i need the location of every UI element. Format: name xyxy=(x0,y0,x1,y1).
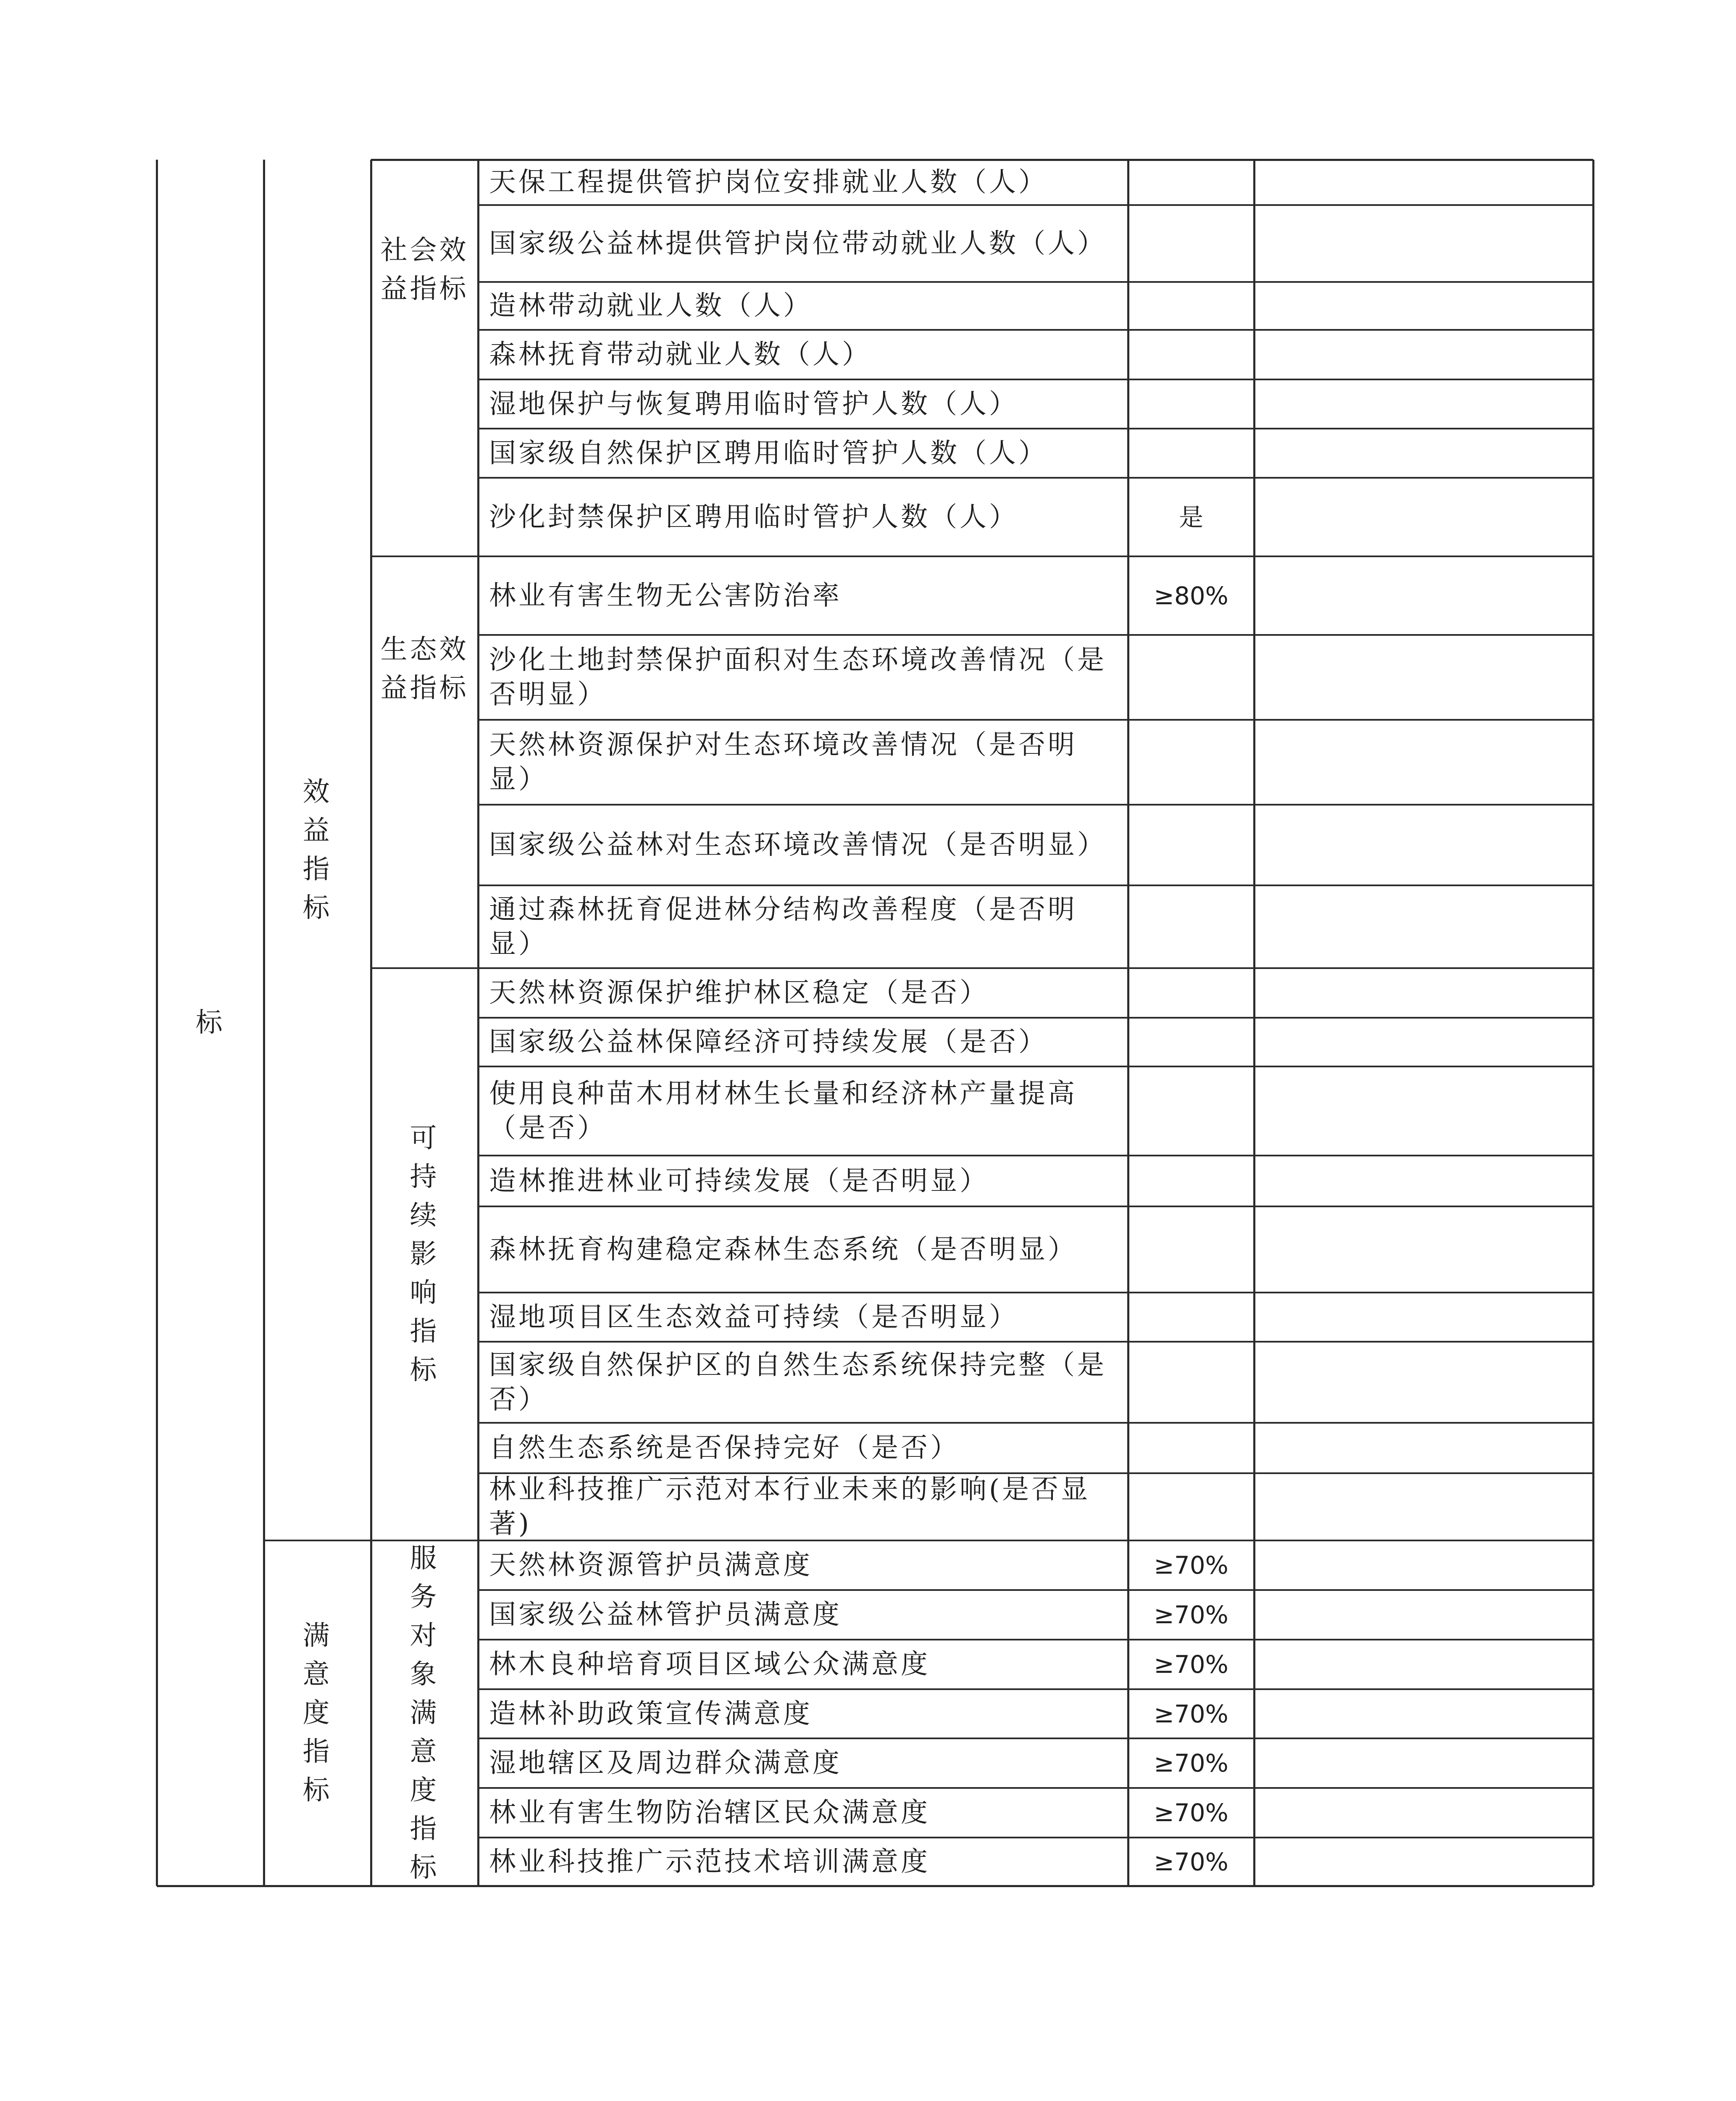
indicator-name: 通过森林抚育促进林分结构改善程度（是否明显） xyxy=(489,894,1077,960)
indicator-name: 国家级公益林保障经济可持续发展（是否） xyxy=(489,1027,1048,1058)
column-border-6 xyxy=(1592,160,1594,1886)
indicator-value xyxy=(1128,805,1254,885)
indicator-name: 使用良种苗木用材林生长量和经济林产量提高（是否） xyxy=(489,1078,1077,1144)
indicator-name: 国家级自然保护区聘用临时管护人数（人） xyxy=(489,437,1048,469)
row-divider xyxy=(478,204,1593,206)
indicator-value: ≥70% xyxy=(1154,1798,1228,1827)
row-divider xyxy=(478,1155,1593,1156)
indicator-remark xyxy=(1254,205,1593,282)
indicator-remark xyxy=(1254,1342,1593,1423)
row-divider xyxy=(478,1422,1593,1424)
column-border-5 xyxy=(1253,160,1255,1886)
indicator-name: 林业有害生物无公害防治率 xyxy=(489,580,842,611)
table-top-border xyxy=(371,159,1593,161)
indicator-value xyxy=(1128,1066,1254,1156)
indicator-remark xyxy=(1254,282,1593,330)
row-divider xyxy=(478,1017,1593,1019)
indicator-value xyxy=(1128,1473,1254,1540)
indicator-remark xyxy=(1254,805,1593,885)
indicator-name: 国家级公益林管护员满意度 xyxy=(489,1599,842,1630)
row-divider xyxy=(478,1341,1593,1343)
indicator-remark xyxy=(1254,1293,1593,1342)
category-label: 满 意 度 指 标 xyxy=(302,1620,332,1806)
category-label: 效 益 指 标 xyxy=(302,777,332,924)
row-divider xyxy=(478,1639,1593,1640)
indicator-value xyxy=(1128,1293,1254,1342)
indicator-remark xyxy=(1254,1788,1593,1838)
column-border-4 xyxy=(1127,160,1129,1886)
indicator-remark xyxy=(1254,1689,1593,1738)
row-divider xyxy=(478,428,1593,429)
indicator-value xyxy=(1128,1342,1254,1423)
row-divider xyxy=(478,1292,1593,1293)
indicator-value xyxy=(1128,160,1254,205)
indicator-remark xyxy=(1254,379,1593,429)
indicator-name: 造林带动就业人数（人） xyxy=(489,290,813,321)
row-divider xyxy=(478,804,1593,806)
indicator-name: 国家级公益林对生态环境改善情况（是否明显） xyxy=(489,829,1107,861)
row-divider xyxy=(478,329,1593,331)
indicator-remark xyxy=(1254,1423,1593,1473)
indicator-name: 湿地辖区及周边群众满意度 xyxy=(489,1748,842,1779)
indicator-remark xyxy=(1254,1206,1593,1293)
column-border-2 xyxy=(370,160,372,1886)
indicator-value xyxy=(1128,330,1254,379)
indicator-remark xyxy=(1254,429,1593,478)
indicator-name: 湿地保护与恢复聘用临时管护人数（人） xyxy=(489,388,1018,420)
indicator-remark xyxy=(1254,635,1593,720)
indicator-value xyxy=(1128,282,1254,330)
indicator-remark xyxy=(1254,1640,1593,1689)
indicator-name: 林业科技推广示范对本行业未来的影响(是否显著) xyxy=(489,1474,1090,1540)
indicator-name: 湿地项目区生态效益可持续（是否明显） xyxy=(489,1301,1018,1333)
row-divider xyxy=(478,634,1593,636)
indicator-value: ≥70% xyxy=(1154,1601,1228,1629)
indicator-remark xyxy=(1254,1738,1593,1788)
indicator-remark xyxy=(1254,1066,1593,1156)
column-border-0 xyxy=(156,160,158,1886)
indicator-value xyxy=(1128,885,1254,968)
indicator-value xyxy=(1128,1156,1254,1206)
indicator-value: ≥70% xyxy=(1154,1699,1228,1728)
row-divider xyxy=(478,1688,1593,1690)
indicator-name: 国家级公益林提供管护岗位带动就业人数（人） xyxy=(489,228,1107,259)
indicator-value: ≥70% xyxy=(1154,1847,1228,1876)
indicator-remark xyxy=(1254,968,1593,1018)
row-divider xyxy=(478,477,1593,479)
indicator-remark xyxy=(1254,720,1593,805)
subcategory-label: 可 持 续 影 响 指 标 xyxy=(410,1123,439,1386)
indicator-name: 森林抚育带动就业人数（人） xyxy=(489,339,871,370)
indicator-value xyxy=(1128,379,1254,429)
indicator-name: 天然林资源保护对生态环境改善情况（是否明显） xyxy=(489,729,1077,795)
row-divider xyxy=(478,1738,1593,1739)
indicator-name: 天然林资源管护员满意度 xyxy=(489,1550,813,1581)
row-divider xyxy=(478,1787,1593,1789)
indicator-remark xyxy=(1254,1590,1593,1640)
outer-category-label: 标 xyxy=(195,1007,225,1038)
indicator-remark xyxy=(1254,1156,1593,1206)
column-border-3 xyxy=(477,160,479,1886)
indicator-name: 林木良种培育项目区域公众满意度 xyxy=(489,1649,930,1680)
indicator-remark xyxy=(1254,556,1593,635)
subcategory-label: 社会效 益指标 xyxy=(380,234,469,305)
row-divider xyxy=(478,967,1593,969)
subcategory-label: 服 务 对 象 满 意 度 指 标 xyxy=(410,1543,439,1883)
indicator-value: ≥70% xyxy=(1154,1551,1228,1580)
indicator-remark xyxy=(1254,885,1593,968)
indicator-name: 林业科技推广示范技术培训满意度 xyxy=(489,1846,930,1877)
row-divider xyxy=(478,1066,1593,1067)
indicator-remark xyxy=(1254,160,1593,205)
indicator-value xyxy=(1128,1018,1254,1066)
indicator-value xyxy=(1128,1206,1254,1293)
indicator-value xyxy=(1128,429,1254,478)
row-divider xyxy=(478,1589,1593,1591)
indicator-name: 森林抚育构建稳定森林生态系统（是否明显） xyxy=(489,1234,1077,1265)
indicator-name: 自然生态系统是否保持完好（是否） xyxy=(489,1432,960,1464)
indicator-name: 林业有害生物防治辖区民众满意度 xyxy=(489,1797,930,1828)
row-divider xyxy=(478,885,1593,886)
indicator-name: 天保工程提供管护岗位安排就业人数（人） xyxy=(489,167,1048,198)
indicator-name: 国家级自然保护区的自然生态系统保持完整（是否） xyxy=(489,1349,1107,1415)
row-divider xyxy=(478,379,1593,380)
row-divider xyxy=(478,1837,1593,1838)
indicator-value xyxy=(1128,635,1254,720)
indicator-remark xyxy=(1254,1838,1593,1886)
indicator-remark xyxy=(1254,478,1593,556)
indicator-name: 沙化土地封禁保护面积对生态环境改善情况（是否明显） xyxy=(489,645,1107,710)
row-divider xyxy=(478,1472,1593,1474)
indicator-value xyxy=(1128,1423,1254,1473)
indicator-name: 沙化封禁保护区聘用临时管护人数（人） xyxy=(489,501,1018,533)
row-divider xyxy=(478,1540,1593,1541)
indicator-value xyxy=(1128,720,1254,805)
row-divider xyxy=(478,719,1593,721)
indicator-remark xyxy=(1254,1018,1593,1066)
column-border-1 xyxy=(263,160,265,1886)
subcategory-label: 生态效 益指标 xyxy=(380,634,469,704)
indicator-name: 造林推进林业可持续发展（是否明显） xyxy=(489,1165,989,1197)
indicator-remark xyxy=(1254,330,1593,379)
indicator-value xyxy=(1128,968,1254,1018)
indicator-value: ≥70% xyxy=(1154,1650,1228,1679)
row-divider xyxy=(478,281,1593,283)
indicator-value: ≥80% xyxy=(1154,581,1228,610)
indicator-name: 造林补助政策宣传满意度 xyxy=(489,1698,813,1730)
indicator-value xyxy=(1128,205,1254,282)
indicator-remark xyxy=(1254,1473,1593,1540)
indicator-name: 天然林资源保护维护林区稳定（是否） xyxy=(489,977,989,1008)
indicator-remark xyxy=(1254,1540,1593,1590)
row-divider xyxy=(478,556,1593,557)
row-divider xyxy=(478,1206,1593,1207)
indicator-value: ≥70% xyxy=(1154,1749,1228,1777)
indicator-value: 是 xyxy=(1178,503,1203,532)
